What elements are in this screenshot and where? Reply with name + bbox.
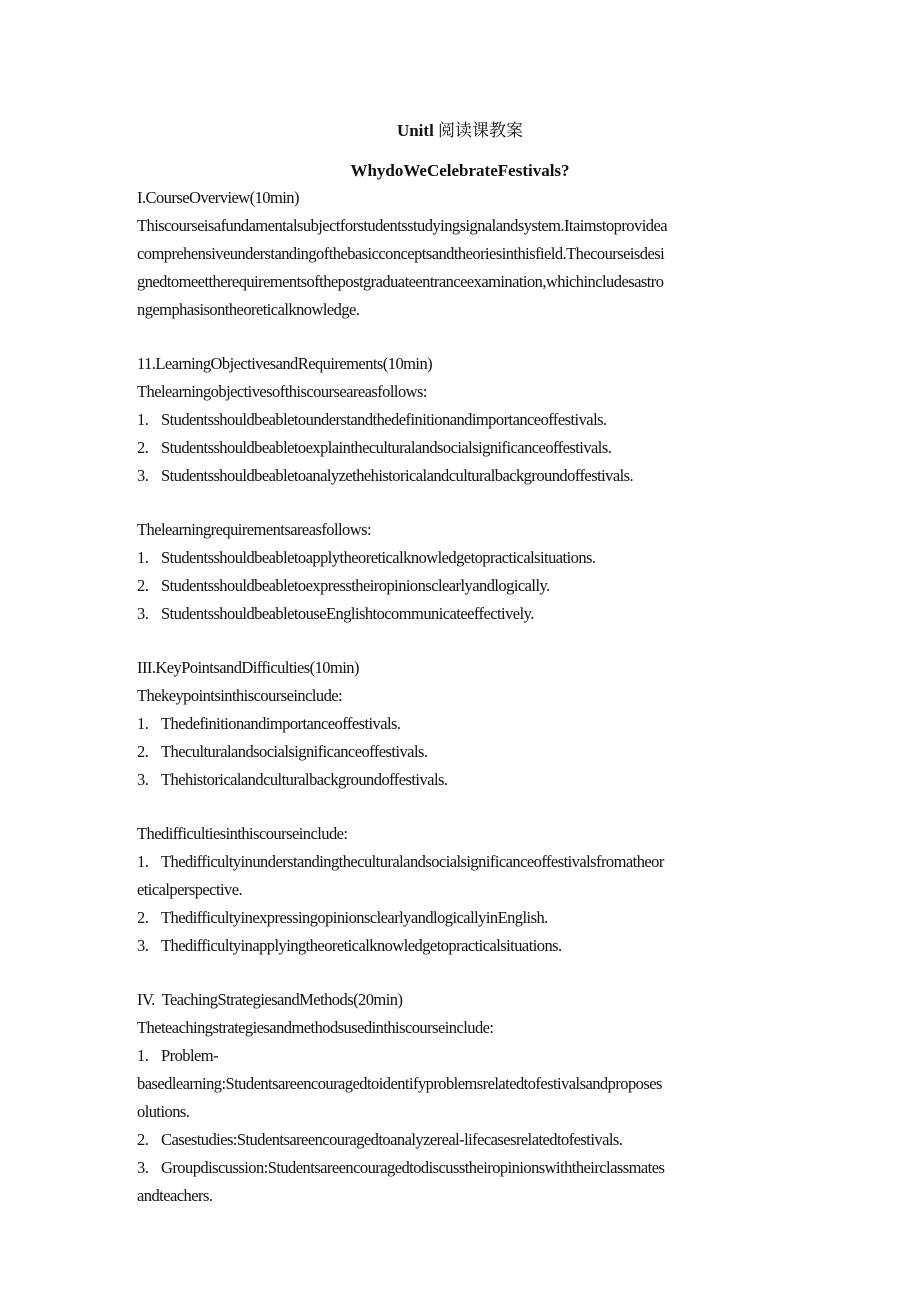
list-item-continuation: basedlearning:Studentsareencouragedtoidentifyproblemsrelatedtofestivalsandproposes [137, 1074, 662, 1093]
list-item [137, 576, 550, 596]
list-number: 2. [137, 742, 149, 761]
list-item [137, 1046, 218, 1066]
section-intro: Thedifficultiesinthiscourseinclude: [137, 824, 348, 843]
list-number: 3. [137, 770, 149, 789]
document-title [0, 120, 920, 142]
paragraph-line: gnedtomeettherequirementsofthepostgraduateentranceexamination,whichincludesastro [137, 272, 664, 291]
document-subtitle: WhydoWeCelebrateFestivals? [350, 161, 570, 180]
section-heading: 11.LearningObjectivesandRequirements(10min) [137, 354, 433, 373]
list-item [137, 742, 427, 762]
list-item-continuation: andteachers. [137, 1186, 213, 1205]
list-text: Studentsshouldbeabletoanalyzethehistoricalandculturalbackgroundoffestivals. [161, 466, 634, 485]
list-item [137, 936, 562, 956]
paragraph-line: comprehensiveunderstandingofthebasicconceptsandtheoriesinthisfield.Thecourseisdesi [137, 244, 665, 263]
title-cn: 阅读课教案 [438, 121, 524, 140]
list-text: Groupdiscussion:Studentsareencouragedtodiscusstheiropinionswiththeirclassmates [161, 1158, 665, 1177]
list-text: Studentsshouldbeabletoexplaintheculturalandsocialsignificanceoffestivals. [161, 438, 612, 457]
list-number: 3. [137, 466, 149, 485]
paragraph-line: ngemphasisontheoreticalknowledge. [137, 300, 360, 319]
list-item [137, 604, 534, 624]
section-intro: Thelearningrequirementsareasfollows: [137, 520, 372, 539]
list-item [137, 714, 401, 734]
section-heading: III.KeyPointsandDifficulties(10min) [137, 658, 359, 677]
list-number: 1. [137, 714, 149, 733]
list-item [137, 438, 611, 458]
list-number: 2. [137, 908, 149, 927]
list-item [137, 1130, 622, 1150]
list-item [137, 770, 447, 790]
list-number: 2. [137, 576, 149, 595]
list-text: Theculturalandsocialsignificanceoffestivals. [161, 742, 428, 761]
list-item-continuation: eticalperspective. [137, 880, 243, 899]
list-text: Thehistoricalandculturalbackgroundoffestivals. [161, 770, 448, 789]
title-en: Unitl [396, 121, 434, 140]
paragraph-line: Thiscourseisafundamentalsubjectforstudentsstudyingsignalandsystem.Itaimstoprovidea [137, 216, 667, 235]
list-text: Thedifficultyinunderstandingtheculturalandsocialsignificanceoffestivalsfromatheor [161, 852, 664, 871]
list-item [137, 1158, 664, 1178]
list-item [137, 908, 548, 928]
list-item [137, 410, 607, 430]
list-number: 3. [137, 604, 149, 623]
list-item-continuation: olutions. [137, 1102, 190, 1121]
section-intro: Thekeypointsinthiscourseinclude: [137, 686, 343, 705]
list-number: 1. [137, 548, 149, 567]
list-text: Studentsshouldbeabletounderstandthedefinitionandimportanceoffestivals. [161, 410, 607, 429]
list-text: Studentsshouldbeabletoexpresstheiropinionsclearlyandlogically. [161, 576, 550, 595]
list-item [137, 548, 595, 568]
list-number: 1. [137, 1046, 149, 1065]
list-number: 3. [137, 1158, 149, 1177]
list-text: Thedefinitionandimportanceoffestivals. [161, 714, 401, 733]
list-number: 2. [137, 1130, 149, 1149]
section-heading: I.CourseOverview(10min) [137, 188, 299, 207]
list-item [137, 466, 633, 486]
list-text: Studentsshouldbeabletoapplytheoreticalknowledgetopracticalsituations. [161, 548, 596, 567]
list-text: Problem- [161, 1046, 219, 1065]
section-heading: IV. TeachingStrategiesandMethods(20min) [137, 990, 403, 1009]
list-text: ThedifficultyinexpressingopinionsclearlyandlogicallyinEnglish. [161, 908, 548, 927]
list-number: 2. [137, 438, 149, 457]
list-text: StudentsshouldbeabletouseEnglishtocommunicateeffectively. [161, 604, 534, 623]
section-intro: Theteachingstrategiesandmethodsusedinthiscourseinclude: [137, 1018, 494, 1037]
list-text: Thedifficultyinapplyingtheoreticalknowledgetopracticalsituations. [161, 936, 562, 955]
section-intro: Thelearningobjectivesofthiscourseareasfollows: [137, 382, 427, 401]
list-text: Casestudies:Studentsareencouragedtoanalyzereal-lifecasesrelatedtofestivals. [161, 1130, 623, 1149]
list-number: 3. [137, 936, 149, 955]
list-number: 1. [137, 410, 149, 429]
list-item [137, 852, 664, 872]
list-number: 1. [137, 852, 149, 871]
